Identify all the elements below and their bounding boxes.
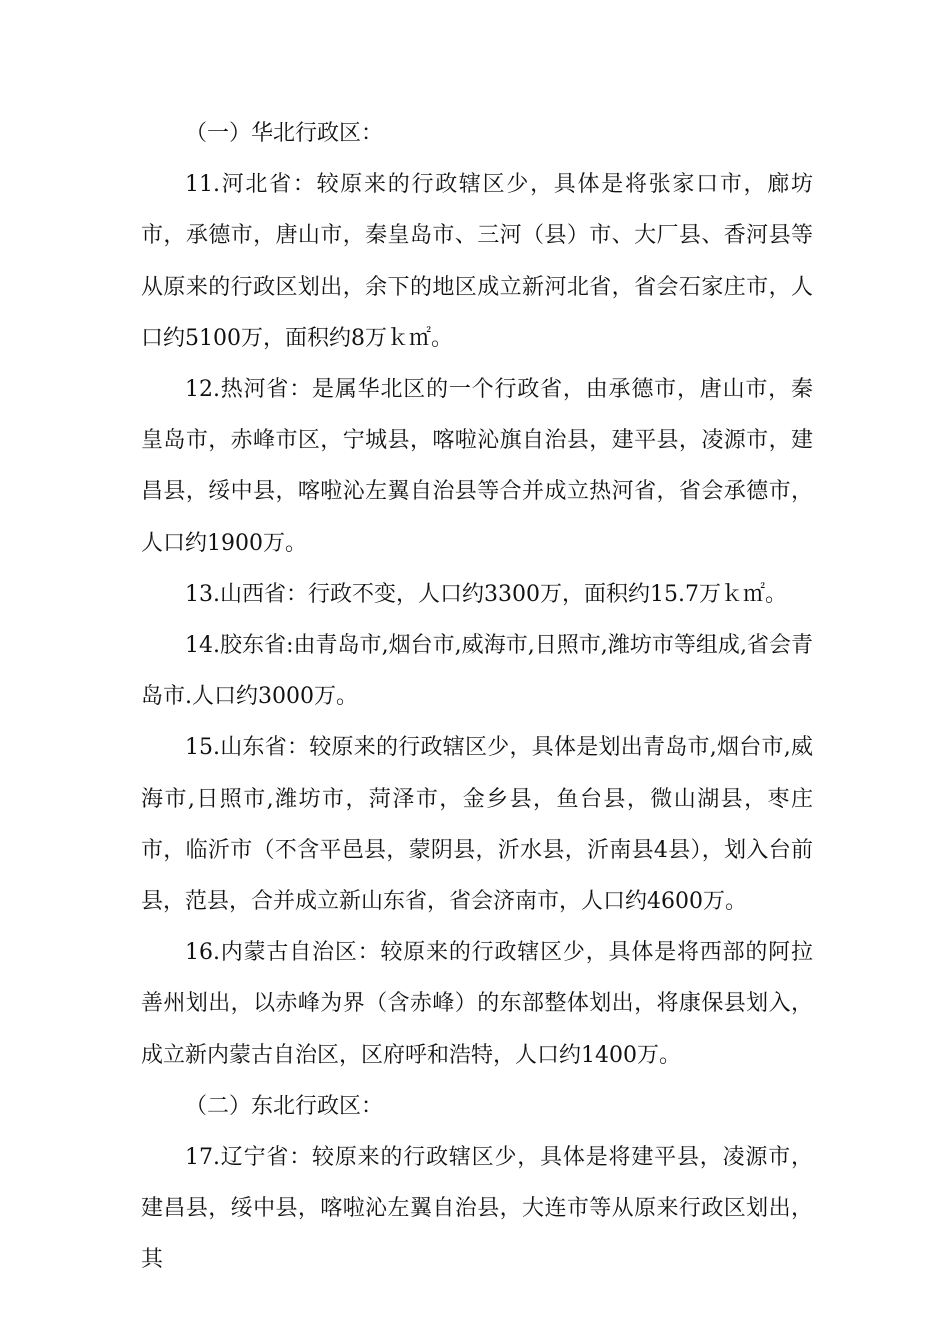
paragraph-rehe: 12.热河省：是属华北区的一个行政省，由承德市，唐山市，秦皇岛市，赤峰市区，宁城县，喀啦沁旗自治县，建平县，凌源市，建昌县，绥中县，喀啦沁左翼自治县等合并成立热河省，省会承德市，人口约1900万。 — [141, 377, 813, 556]
paragraph-shanxi: 13.山西省：行政不变，人口约3300万，面积约15.7万ｋ㎡。 — [185, 581, 787, 607]
paragraph-liaoning: 17.辽宁省：较原来的行政辖区少，具体是将建平县，凌源市，建昌县，绥中县，喀啦沁左翼自治县，大连市等从原来行政区划出，其 — [141, 1145, 813, 1273]
section-heading-north-china: （一）华北行政区： — [185, 121, 384, 146]
document-body — [141, 108, 813, 1286]
paragraph-shandong: 15.山东省：较原来的行政辖区少，具体是划出青岛市,烟台市,威海市,日照市,潍坊市，菏泽市，金乡县，鱼台县，微山湖县，枣庄市，临沂市（不含平邑县，蒙阴县，沂水县，沂南县4县），划入台前县，范县，合并成立新山东省，省会济南市，人口约4600万。 — [141, 735, 813, 915]
paragraph-hebei: 11.河北省：较原来的行政辖区少，具体是将张家口市，廊坊市，承德市，唐山市，秦皇岛市、三河（县）市、大厂县、香河县等从原来的行政区划出，余下的地区成立新河北省，省会石家庄市，人口约5100万，面积约8万ｋ㎡。 — [141, 172, 813, 351]
paragraph-inner-mongolia: 16.内蒙古自治区：较原来的行政辖区少，具体是将西部的阿拉善州划出，以赤峰为界（含赤峰）的东部整体划出，将康保县划入，成立新内蒙古自治区，区府呼和浩特，人口约1400万。 — [141, 940, 813, 1068]
paragraph-jiaodong: 14.胶东省:由青岛市,烟台市,威海市,日照市,潍坊市等组成,省会青岛市.人口约3000万。 — [141, 633, 813, 710]
section-heading-northeast: （二）东北行政区： — [185, 1093, 384, 1119]
